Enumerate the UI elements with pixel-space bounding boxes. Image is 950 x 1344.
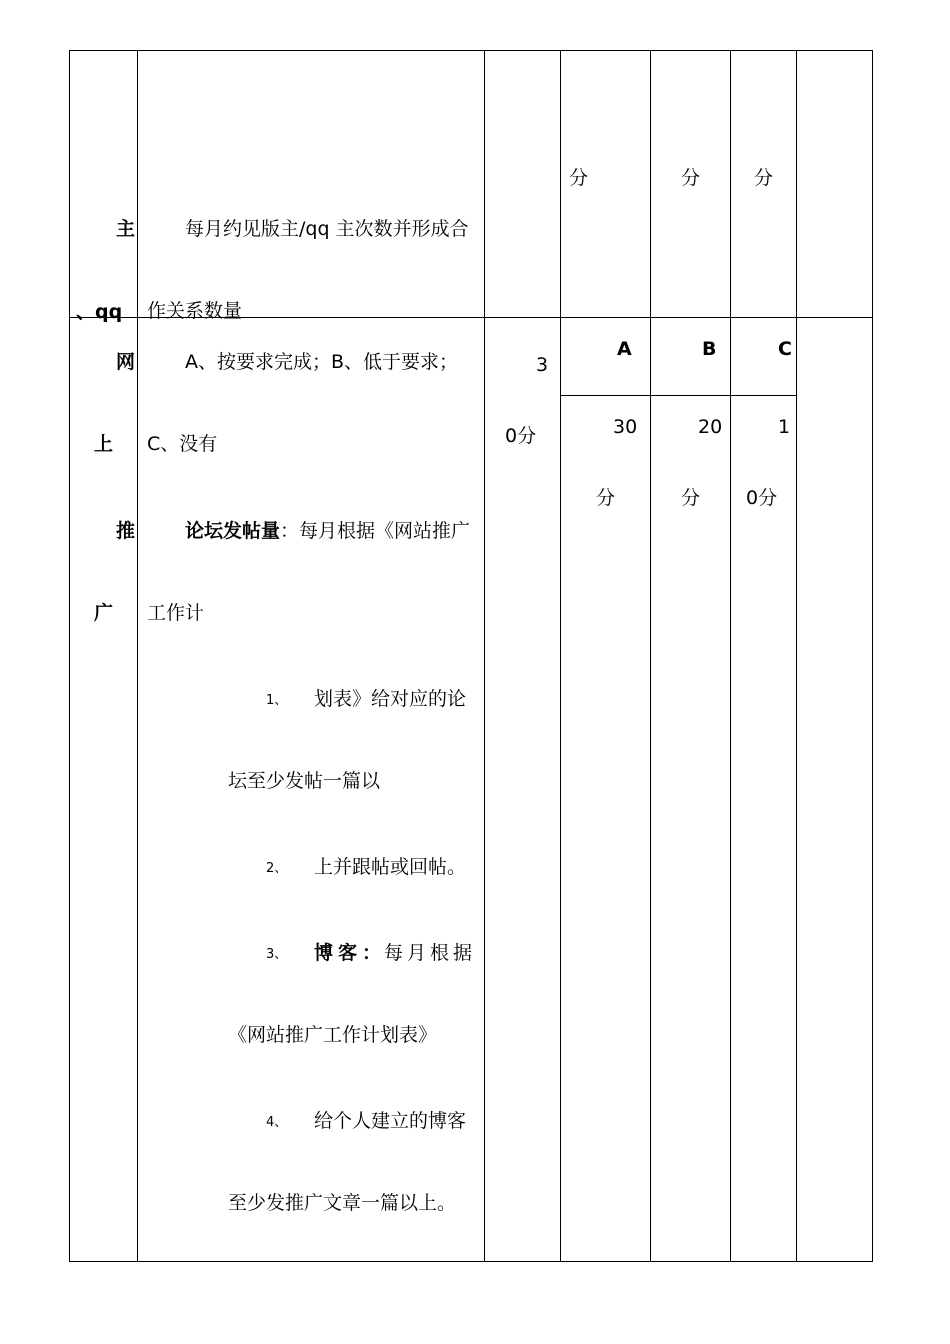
item-text-line2: 作关系数量 (147, 300, 243, 322)
forum-title: 论坛发帖量 (185, 520, 281, 542)
list-item-1-line1: 划表》给对应的论 (314, 688, 467, 710)
category-char-shang: 上 (94, 433, 114, 455)
list-num-2: 2、 (266, 861, 288, 876)
list-item-4-line1: 给个人建立的博客 (314, 1110, 467, 1132)
table-border-bottom (69, 1261, 873, 1262)
category-qq: 、qq (76, 301, 123, 323)
list-item-2-line1: 上并跟帖或回帖。 (314, 856, 467, 878)
list-item-3-title: 博客： (314, 942, 387, 964)
grade-c-unit: 0分 (746, 487, 778, 509)
list-item-1-line2: 坛至少发帖一篇以 (228, 770, 381, 792)
col-border-right (872, 50, 873, 1262)
grade-c-value: 1 (778, 416, 791, 438)
forum-text-line1 (185, 522, 470, 541)
requirement-line1: A、按要求完成；B、低于要求； (185, 351, 459, 373)
col-divider-5 (730, 50, 731, 1262)
requirement-line2: C、没有 (147, 433, 218, 455)
col-divider-6 (796, 50, 797, 1262)
score-line2: 0分 (505, 425, 537, 447)
grade-a-label: A (617, 338, 632, 360)
score-line1: 3 (536, 354, 549, 376)
table-border-top (69, 50, 873, 51)
col-divider-3 (560, 50, 561, 1262)
col-divider-2 (484, 50, 485, 1262)
list-item-3-line2: 《网站推广工作计划表》 (228, 1024, 438, 1046)
grade-a-value: 30 (613, 416, 638, 438)
top-grade-b-unit: 分 (681, 167, 701, 189)
grade-b-unit: 分 (681, 487, 701, 509)
forum-text1: ：每月根据《网站推广 (280, 520, 471, 542)
col-divider-1 (137, 50, 138, 1262)
grade-b-value: 20 (698, 416, 723, 438)
list-num-3: 3、 (266, 947, 288, 962)
col-divider-4 (650, 50, 651, 1262)
category-char-wang: 网 (116, 351, 136, 373)
list-num-1: 1、 (266, 693, 288, 708)
list-num-4: 4、 (266, 1115, 288, 1130)
top-grade-a-unit: 分 (569, 167, 589, 189)
category-char-tui: 推 (116, 520, 136, 542)
list-item-4-line2: 至少发推广文章一篇以上。 (228, 1192, 457, 1214)
grade-header-divider (560, 395, 796, 396)
list-item-3-line1: 每月根据 (384, 942, 477, 964)
forum-text-line2: 工作计 (147, 602, 205, 624)
grade-a-unit: 分 (596, 487, 616, 509)
category-char-zhu: 主 (116, 218, 136, 240)
category-char-guang: 广 (94, 602, 114, 624)
col-border-left (69, 50, 70, 1262)
grade-c-label: C (778, 338, 792, 360)
top-grade-c-unit: 分 (754, 167, 774, 189)
item-text-line1: 每月约见版主/qq 主次数并形成合 (185, 218, 469, 240)
grade-b-label: B (702, 338, 717, 360)
